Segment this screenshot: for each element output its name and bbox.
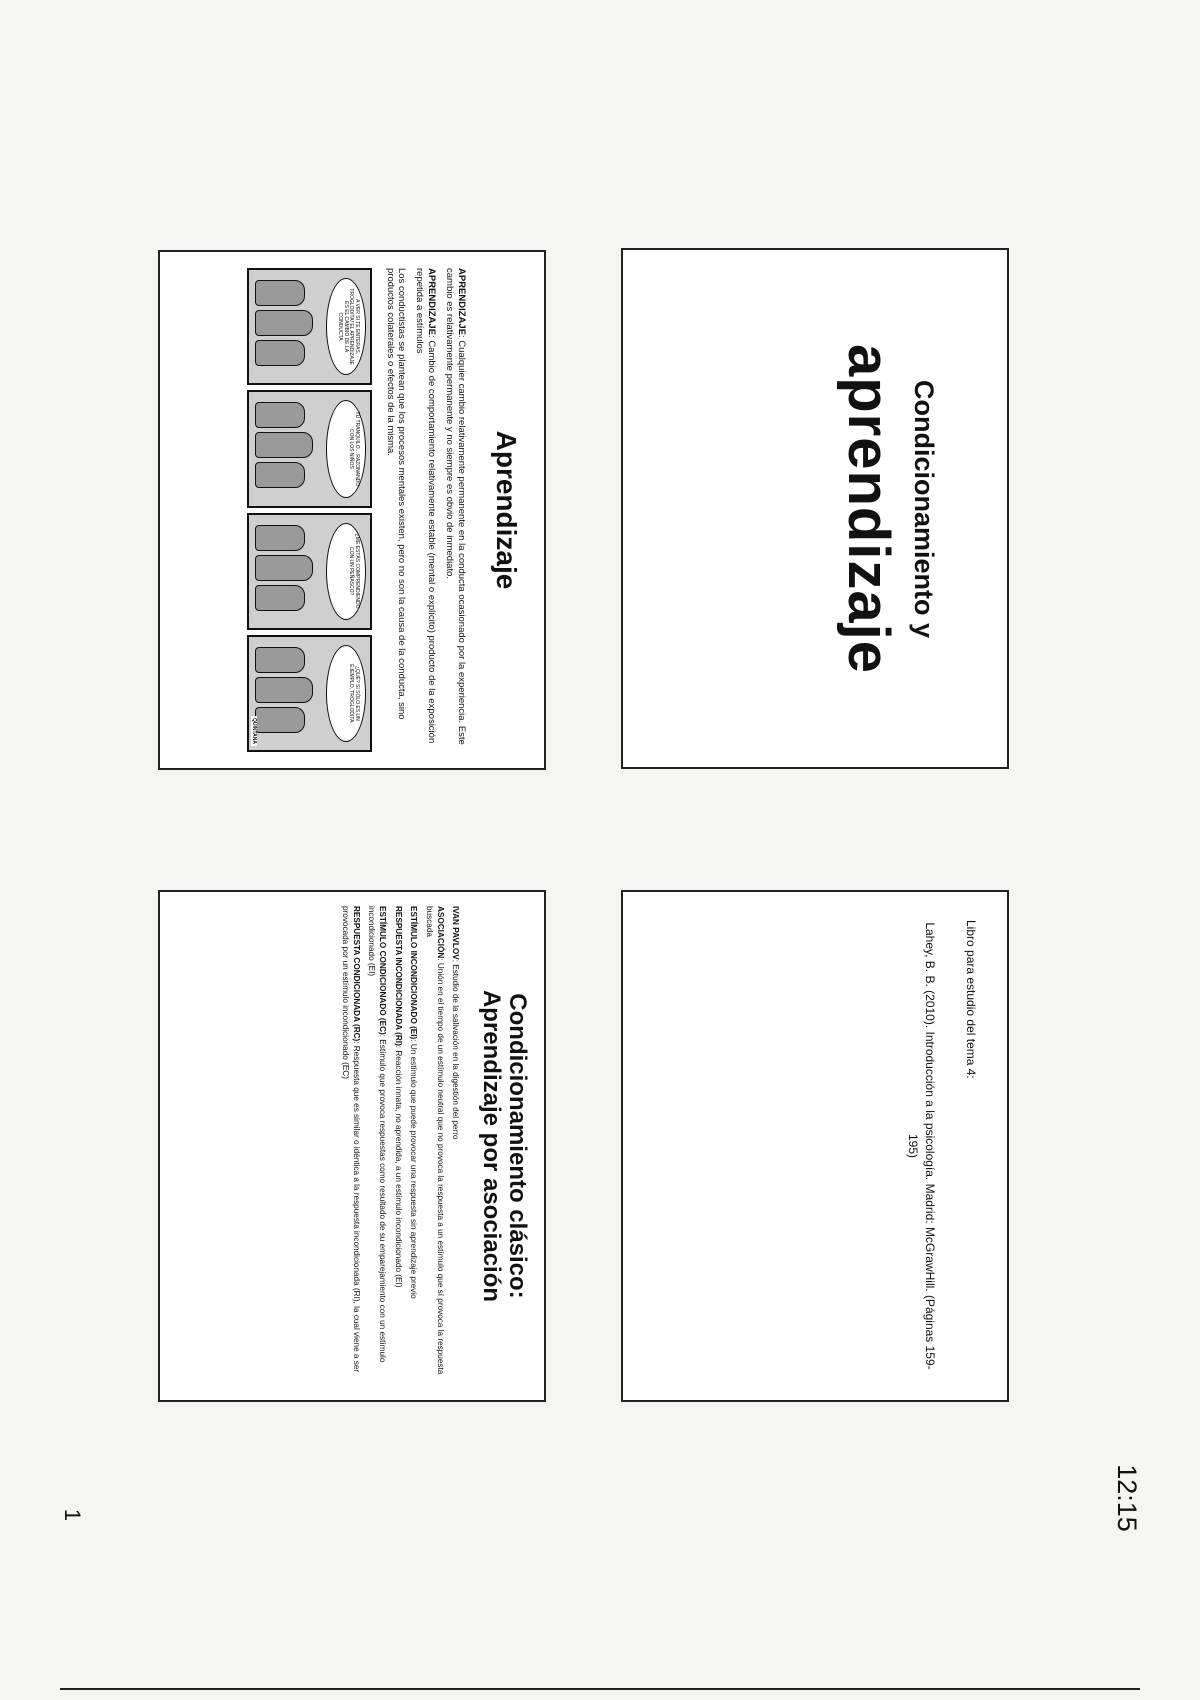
- slide-classical-conditioning: [158, 890, 546, 1402]
- time-stamp: 12:15: [1112, 1464, 1142, 1532]
- slide-aprendizaje-content: [158, 250, 546, 770]
- caveman-figure: [255, 280, 305, 306]
- caveman-figure: [255, 432, 313, 458]
- term-asociacion: [423, 906, 444, 1386]
- caveman-figure: [255, 555, 313, 581]
- term-ei: [408, 906, 419, 1386]
- caveman-figure: [255, 525, 305, 551]
- heading-line-1: Condicionamiento clásico:: [504, 993, 531, 1299]
- book-reference: Lahey, B. B. (2010). Introducción a la psicología. Madrid: McGrawHill. (Páginas 159-195): [906, 922, 938, 1370]
- title-line-big: aprendizaje: [836, 343, 901, 674]
- slide-aprendizaje: [158, 250, 546, 770]
- comic-panel: [247, 390, 372, 507]
- term-text: : Un estímulo que puede provocar una respuesta sin aprendizaje previo: [409, 1039, 419, 1299]
- term-text: : Reacción innata, no aprendida, a un estímulo incondicionado (EI): [393, 1045, 403, 1288]
- term-ec: [366, 906, 387, 1386]
- slide-title-content: [621, 248, 1009, 769]
- slide-title: [621, 248, 1009, 769]
- speech-bubble: A VER SI TE ENTERAS, TROGLODITA! EL APRENDIZAJE ES EL CAMBIO DE LA CONDUCTA: [326, 278, 366, 375]
- definition-2: [414, 268, 438, 752]
- term-text: : Estímulo que provoca respuestas como resultado de su emparejamiento con un estímulo incondicionado (EI): [367, 906, 387, 1363]
- speech-bubble: ¿ME ESTÁS COMPRENDIENDO CON UN PEÑASCO?: [326, 523, 366, 620]
- term-label: RESPUESTA INCONDICIONADA (RI): [393, 906, 403, 1046]
- heading-line-2: Aprendizaje por asociación: [478, 989, 506, 1303]
- caveman-figure: [255, 402, 305, 428]
- term-text: : Estudio de la salivación en la digestión del perro: [451, 959, 461, 1140]
- caveman-figure: [255, 647, 305, 673]
- caveman-figure: [255, 340, 305, 366]
- bottom-rule: [60, 1688, 1140, 1690]
- term-label: RESPUESTA CONDICIONADA (RC): [351, 906, 361, 1042]
- comic-panel: [247, 268, 372, 385]
- slide-heading: [478, 906, 530, 1386]
- page-number: 1: [60, 1508, 85, 1522]
- comic-panel: [247, 513, 372, 630]
- term-label: ESTÍMULO CONDICIONADO (EC): [377, 906, 387, 1035]
- comic-strip: [247, 268, 372, 752]
- caveman-figure: [255, 462, 305, 488]
- term-text: : Respuesta que es similar o idéntica a la respuesta incondicionada (RI), la cual viene a ser provocada por un estímulo incondicionado (EC): [340, 906, 361, 1373]
- term-label: ASOCIACIÓN: [435, 906, 445, 959]
- slide-bibliography-content: [621, 890, 1009, 1402]
- term-label: ESTÍMULO INCONDICIONADO (EI): [409, 906, 419, 1040]
- caveman-figure: [255, 707, 305, 733]
- term-rc: [339, 906, 360, 1386]
- definition-1-text: : Cualquier cambio relativamente permanente en la conducta ocasionado por la experiencia. Este cambio es relativamente permanente y no siempre es obvio de inmediato.: [444, 268, 467, 745]
- speech-bubble: ¿QUÉ? SI SÓLO ES UN EJEMPLO, TROGLODITA: [326, 645, 366, 742]
- behaviorist-note: Los conductistas se plantean que los procesos mentales existen, pero no son la causa de la conducta, sino productos colaterales o efectos de la misma.: [384, 268, 408, 720]
- speech-bubble: TÚ TRANQUILO... RAZONANDO CON LOS NIÑOS: [326, 400, 366, 497]
- term-text: : Unión en el tiempo de un estímulo neutral que no provoca la respuesta a un estímulo que sí provoca la respuesta buscada: [424, 906, 445, 1375]
- title-line-small: Condicionamiento y: [909, 379, 939, 638]
- slide-bibliography: [621, 890, 1009, 1402]
- definition-2-label: APRENDIZAJE: [426, 268, 438, 336]
- definition-1-label: APRENDIZAJE: [456, 268, 467, 336]
- caveman-figure: [255, 585, 305, 611]
- comic-panel: [247, 635, 372, 752]
- study-book-heading: Libro para estudio del tema 4:: [964, 920, 978, 1079]
- caveman-figure: [255, 677, 313, 703]
- term-label: IVAN PAVLOV: [451, 906, 461, 960]
- definition-1: [443, 268, 467, 752]
- comic-credit: QUINTANA: [251, 717, 257, 744]
- term-ri: [392, 906, 403, 1386]
- caveman-figure: [255, 310, 313, 336]
- definition-2-text: : Cambio de comportamiento relativamente estable (mental o explícito) producto de la exposición repetida a estímulos: [414, 268, 438, 744]
- term-pavlov: [450, 906, 461, 1386]
- slide-heading: Aprendizaje: [491, 430, 522, 590]
- slide-classical-conditioning-content: [158, 890, 546, 1402]
